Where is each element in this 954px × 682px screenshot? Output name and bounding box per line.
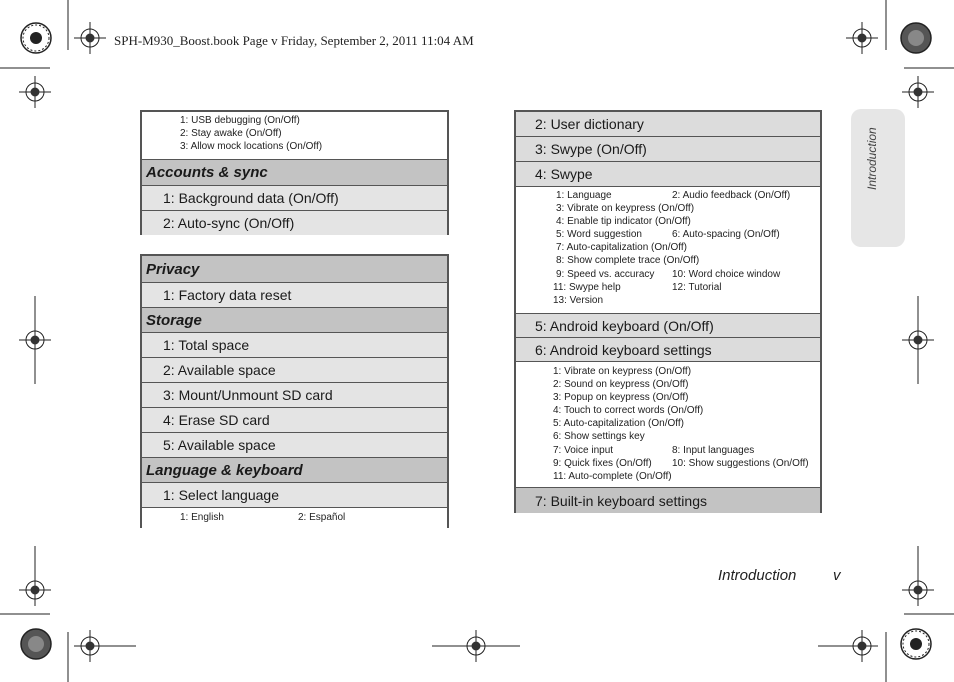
menu-item: 1: Select language bbox=[142, 482, 447, 507]
sub-item: 9: Quick fixes (On/Off) bbox=[553, 458, 652, 469]
sub-item: 4: Enable tip indicator (On/Off) bbox=[556, 216, 691, 227]
sub-item: 10: Show suggestions (On/Off) bbox=[672, 458, 809, 469]
section-accounts-sync: Accounts & sync bbox=[142, 159, 447, 185]
menu-item: 3: Swype (On/Off) bbox=[516, 136, 820, 161]
footer-section-label: Introduction bbox=[718, 567, 797, 584]
sub-item: 10: Word choice window bbox=[672, 269, 781, 280]
sub-item: 1: USB debugging (On/Off) bbox=[180, 115, 300, 126]
sub-item: 2: Español bbox=[298, 512, 346, 523]
section-privacy: Privacy bbox=[142, 256, 447, 282]
side-tab-label: Introduction bbox=[865, 127, 879, 190]
section-language-keyboard: Language & keyboard bbox=[142, 457, 447, 482]
menu-item: 7: Built-in keyboard settings bbox=[516, 487, 820, 513]
left-table-privacy bbox=[140, 254, 449, 528]
sub-item: 12: Tutorial bbox=[672, 282, 722, 293]
sub-item: 7: Auto-capitalization (On/Off) bbox=[556, 242, 687, 253]
right-table-keyboard bbox=[514, 110, 822, 513]
page-header: SPH-M930_Boost.book Page v Friday, September 2, 2011 11:04 AM bbox=[114, 33, 474, 48]
menu-item: 2: User dictionary bbox=[516, 112, 820, 136]
menu-item: 1: Factory data reset bbox=[142, 282, 447, 307]
sub-item: 3: Vibrate on keypress (On/Off) bbox=[556, 203, 695, 214]
page-number: v bbox=[833, 567, 841, 584]
sub-item: 11: Auto-complete (On/Off) bbox=[553, 471, 672, 482]
sub-item: 9: Speed vs. accuracy bbox=[556, 269, 655, 280]
sub-item: 8: Input languages bbox=[672, 445, 755, 456]
menu-item: 2: Available space bbox=[142, 357, 447, 382]
sub-item: 11: Swype help bbox=[553, 282, 621, 293]
sub-item: 8: Show complete trace (On/Off) bbox=[556, 255, 700, 266]
sub-item: 3: Popup on keypress (On/Off) bbox=[553, 392, 689, 403]
menu-item: 4: Swype bbox=[516, 161, 820, 186]
sub-item: 2: Stay awake (On/Off) bbox=[180, 128, 282, 139]
swype-subitems bbox=[516, 186, 820, 313]
sub-item: 6: Auto-spacing (On/Off) bbox=[672, 229, 780, 240]
menu-item: 1: Total space bbox=[142, 332, 447, 357]
language-subitems bbox=[142, 507, 447, 528]
sub-item: 6: Show settings key bbox=[553, 431, 645, 442]
sub-item: 1: Language bbox=[556, 190, 612, 201]
developer-options-subitems bbox=[142, 112, 447, 159]
menu-item: 3: Mount/Unmount SD card bbox=[142, 382, 447, 407]
sub-item: 13: Version bbox=[553, 295, 604, 306]
left-table-accounts bbox=[140, 110, 449, 235]
section-storage: Storage bbox=[142, 307, 447, 332]
sub-item: 1: Vibrate on keypress (On/Off) bbox=[553, 366, 692, 377]
sub-item: 2: Sound on keypress (On/Off) bbox=[553, 379, 689, 390]
sub-item: 2: Audio feedback (On/Off) bbox=[672, 190, 791, 201]
sub-item: 3: Allow mock locations (On/Off) bbox=[180, 141, 323, 152]
sub-item: 1: English bbox=[180, 512, 224, 523]
menu-item: 2: Auto-sync (On/Off) bbox=[142, 210, 447, 235]
android-keyboard-subitems bbox=[516, 361, 820, 487]
menu-item: 1: Background data (On/Off) bbox=[142, 185, 447, 210]
sub-item: 4: Touch to correct words (On/Off) bbox=[553, 405, 704, 416]
sub-item: 5: Word suggestion bbox=[556, 229, 642, 240]
sub-item: 7: Voice input bbox=[553, 445, 614, 456]
menu-item: 5: Android keyboard (On/Off) bbox=[516, 313, 820, 337]
sub-item: 5: Auto-capitalization (On/Off) bbox=[553, 418, 684, 429]
menu-item: 5: Available space bbox=[142, 432, 447, 457]
menu-item: 6: Android keyboard settings bbox=[516, 337, 820, 361]
menu-item: 4: Erase SD card bbox=[142, 407, 447, 432]
